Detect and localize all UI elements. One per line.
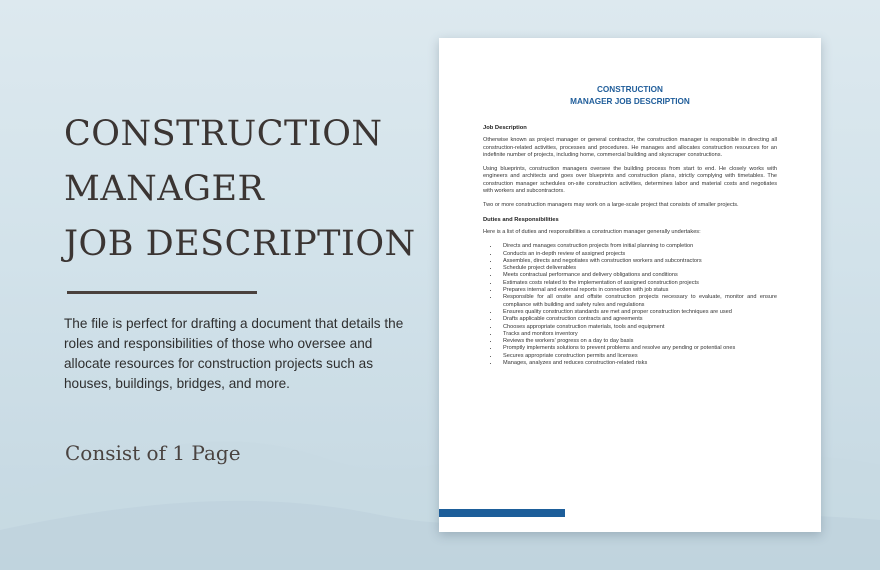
list-item: • Tracks and monitors inventory bbox=[499, 331, 777, 338]
document-title-line-1: CONSTRUCTION bbox=[597, 85, 663, 94]
document-accent-bar bbox=[439, 509, 565, 517]
list-item: • Manages, analyzes and reduces construction-related risks bbox=[499, 360, 777, 367]
list-item: • Ensures quality construction standards are met and proper construction techniques are used bbox=[499, 309, 777, 316]
document-preview bbox=[439, 38, 821, 532]
duties-list bbox=[483, 243, 777, 367]
list-item: • Chooses appropriate construction materials, tools and equipment bbox=[499, 324, 777, 331]
list-item: • Responsible for all onsite and offsite construction projects necessary to evaluate, monitor and ensure compliance with building and safety rules and regulations bbox=[499, 294, 777, 309]
list-item: • Prepares internal and external reports in connection with job status bbox=[499, 287, 777, 294]
list-item: • Estimates costs related to the implementation of assigned construction projects bbox=[499, 280, 777, 287]
title-divider bbox=[67, 291, 257, 294]
list-item: • Secures appropriate construction permits and licenses bbox=[499, 353, 777, 360]
duties-intro: Here is a list of duties and responsibilities a construction manager generally undertakes: bbox=[483, 228, 701, 235]
title-line-1: CONSTRUCTION bbox=[64, 114, 383, 154]
list-item: • Schedule project deliverables bbox=[499, 265, 777, 272]
list-item: • Promptly implements solutions to prevent problems and resolve any pending or potential ones bbox=[499, 345, 777, 352]
paragraph: Two or more construction managers may work on a large-scale project that consists of smaller projects. bbox=[483, 202, 739, 209]
section-heading-duties: Duties and Responsibilities bbox=[483, 216, 559, 223]
title-line-2: MANAGER bbox=[64, 169, 265, 209]
section-heading-job-description: Job Description bbox=[483, 125, 527, 131]
list-item: • Conducts an in-depth review of assigned projects bbox=[499, 251, 777, 258]
description-text: The file is perfect for drafting a document that details the roles and responsibilities of those who oversee and allocate resources for construction projects such as houses, buildings, bridges, and more. bbox=[64, 316, 404, 391]
document-title-line-2: MANAGER JOB DESCRIPTION bbox=[570, 97, 690, 106]
title-line-3: JOB DESCRIPTION bbox=[64, 224, 416, 264]
paragraph: Otherwise known as project manager or general contractor, the construction manager is responsible in directing all construction-related activities, processes and procedures. He manages and allocates construction resources for an indefinite number of projects, including home, commercial building and skyscraper constructions. bbox=[483, 137, 777, 158]
document-body bbox=[483, 125, 777, 367]
list-item: • Drafts applicable construction contracts and agreements bbox=[499, 316, 777, 323]
list-item: • Directs and manages construction projects from initial planning to completion bbox=[499, 243, 777, 250]
page-count-label: Consist of 1 Page bbox=[65, 441, 241, 465]
list-item: • Reviews the workers' progress on a day to day basis bbox=[499, 338, 777, 345]
document-title bbox=[439, 84, 821, 108]
list-item: • Assembles, directs and negotiates with construction workers and subcontractors bbox=[499, 258, 777, 265]
paragraph: Using blueprints, construction managers oversee the building process from start to end. He closely works with engineers and architects and goes over blueprints and construction plans, strictly complying with timetables. The construction manager schedules on-site construction activities, determines labor and material costs and negotiates with workers and subcontractors. bbox=[483, 166, 777, 195]
list-item: • Meets contractual performance and delivery obligations and conditions bbox=[499, 272, 777, 279]
